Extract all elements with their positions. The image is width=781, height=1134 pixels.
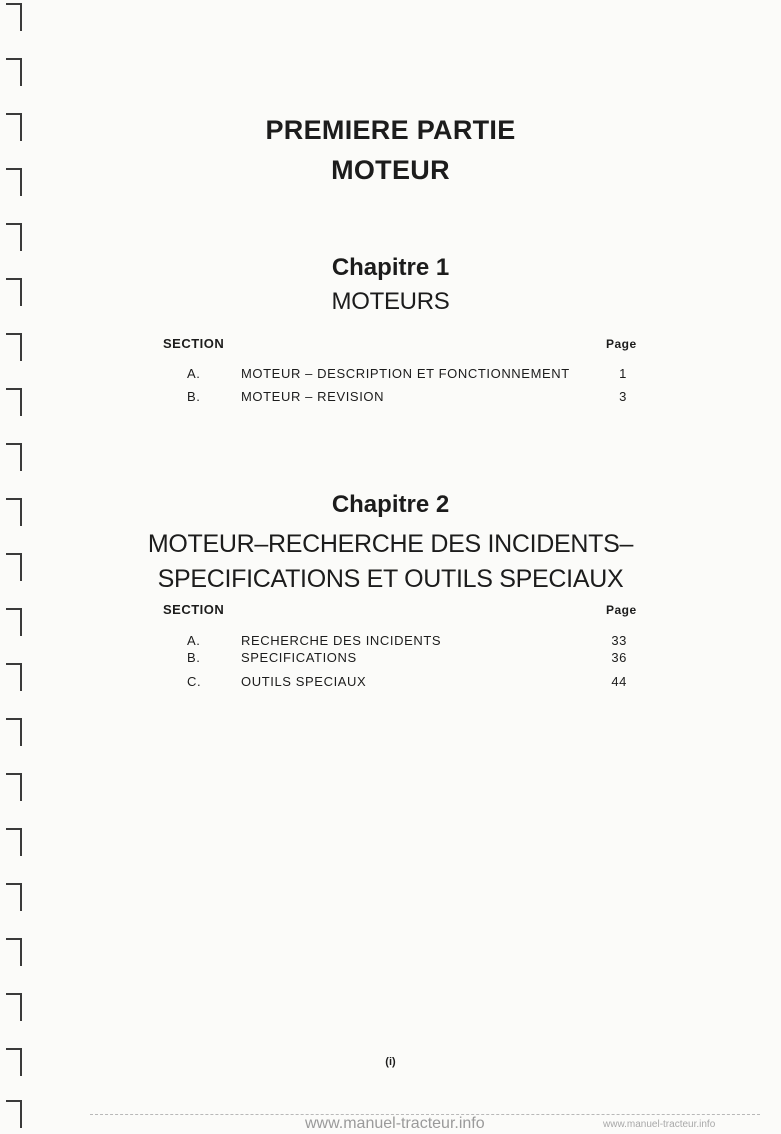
chapter-2-title: Chapitre 2: [331, 491, 450, 518]
toc-entry-title: SPECIFICATIONS: [241, 650, 357, 665]
chapter-1-name: MOTEURS: [331, 288, 450, 315]
toc-entry-letter: A.: [187, 366, 201, 381]
chapter-2-page-header: Page: [606, 603, 637, 617]
chapter-1-title: Chapitre 1: [331, 254, 450, 281]
part-title: [0, 110, 781, 190]
toc-entry-letter: B.: [187, 650, 201, 665]
binding-hook: [6, 58, 22, 86]
toc-entry-letter: A.: [187, 633, 201, 648]
chapter-2-name-line2: SPECIFICATIONS ET OUTILS SPECIAUX: [157, 565, 624, 593]
chapter-2-name-line1: MOTEUR–RECHERCHE DES INCIDENTS–: [147, 530, 634, 558]
binding-hook: [6, 443, 22, 471]
binding-hook: [6, 938, 22, 966]
binding-hook: [6, 1100, 22, 1128]
toc-entry-letter: C.: [187, 674, 202, 689]
binding-hook: [6, 3, 22, 31]
watermark: www.manuel-tracteur.info: [305, 1115, 485, 1132]
toc-entry-page: 3: [619, 389, 627, 404]
toc-entry: [0, 389, 781, 407]
toc-entry-title: RECHERCHE DES INCIDENTS: [241, 633, 442, 648]
binding-hook: [6, 333, 22, 361]
toc-entry-page: 33: [611, 633, 627, 648]
toc-entry-title: OUTILS SPECIAUX: [241, 674, 367, 689]
toc-entry: [0, 650, 781, 668]
binding-hook: [6, 223, 22, 251]
watermark-small: www.manuel-tracteur.info: [603, 1119, 716, 1130]
binding-hook: [6, 883, 22, 911]
part-title-line1: PREMIERE PARTIE: [265, 115, 516, 145]
binding-hook: [6, 993, 22, 1021]
toc-entry-page: 1: [619, 366, 627, 381]
chapter-1-section-header: SECTION: [163, 336, 225, 351]
toc-entry: [0, 674, 781, 692]
binding-hook: [6, 773, 22, 801]
toc-entry-letter: B.: [187, 389, 201, 404]
toc-entry-title: MOTEUR – REVISION: [241, 389, 385, 404]
toc-entry: [0, 633, 781, 651]
binding-hook: [6, 608, 22, 636]
toc-entry: [0, 366, 781, 384]
part-title-line2: MOTEUR: [331, 155, 450, 185]
binding-hook: [6, 828, 22, 856]
toc-entry-title: MOTEUR – DESCRIPTION ET FONCTIONNEMENT: [241, 366, 570, 381]
toc-entry-page: 36: [611, 650, 627, 665]
toc-entry-page: 44: [611, 674, 627, 689]
chapter-2-name: [0, 527, 781, 597]
chapter-1-page-header: Page: [606, 337, 637, 351]
page-folio: (i): [385, 1056, 396, 1068]
chapter-2-section-header: SECTION: [163, 602, 225, 617]
binding-hook: [6, 718, 22, 746]
